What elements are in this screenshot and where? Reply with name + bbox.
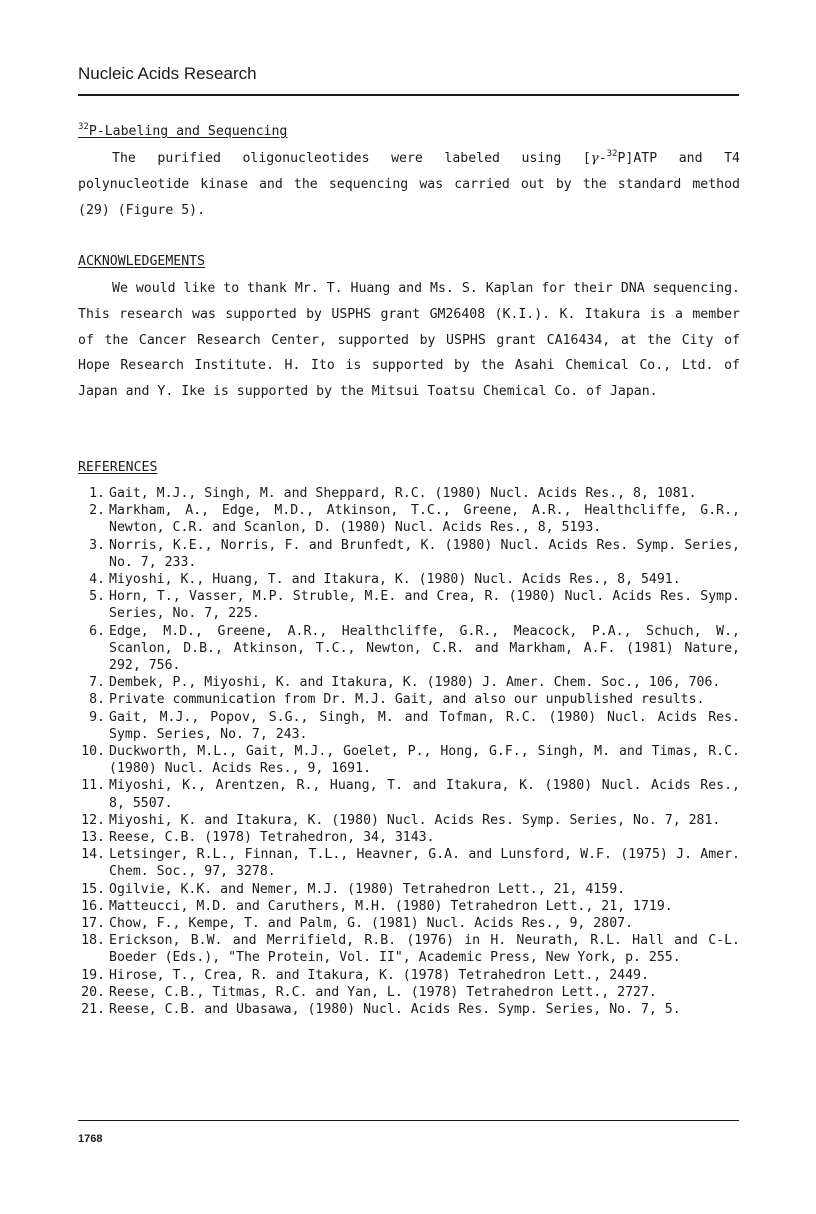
reference-number: 1. (89, 486, 105, 501)
atp-isotope-superscript: 32 (606, 149, 618, 159)
reference-item (78, 537, 740, 571)
reference-number: 12. (81, 812, 105, 828)
reference-number: 5. (89, 589, 105, 605)
reference-number: 15. (81, 881, 105, 897)
reference-text: Miyoshi, K., Arentzen, R., Huang, T. and Itakura, K. (1980) Nucl. Acids Res., 8, 5507. (109, 778, 740, 811)
reference-text: Markham, A., Edge, M.D., Atkinson, T.C., Greene, A.R., Healthcliffe, G.R., Newton, C.R. and Scanlon, D. (1980) Nucl. Acids Res., 8, 5193. (109, 503, 740, 536)
reference-item (78, 898, 740, 915)
reference-number: 13. (81, 830, 105, 846)
reference-text: Gait, M.J., Popov, S.G., Singh, M. and Tofman, R.C. (1980) Nucl. Acids Res. Symp. Series, No. 7, 243. (109, 709, 740, 742)
reference-item (78, 967, 740, 984)
reference-number: 10. (81, 744, 105, 760)
ack-paragraph (78, 276, 740, 405)
reference-text: Horn, T., Vasser, M.P. Struble, M.E. and Crea, R. (1980) Nucl. Acids Res. Symp. Series, No. 7, 225. (109, 589, 740, 622)
reference-item (78, 932, 740, 966)
reference-item (78, 571, 740, 588)
reference-text: Reese, C.B., Titmas, R.C. and Yan, L. (1978) Tetrahedron Lett., 2727. (109, 984, 657, 1000)
page-number: 1768 (78, 1133, 103, 1145)
reference-item (78, 485, 740, 502)
journal-title: Nucleic Acids Research (78, 64, 257, 83)
reference-item (78, 502, 740, 536)
labeling-paragraph (78, 146, 740, 223)
reference-number: 20. (81, 984, 105, 1000)
labeling-heading-text: P-Labeling and Sequencing (88, 124, 288, 139)
reference-number: 17. (81, 916, 105, 932)
reference-text: Erickson, B.W. and Merrifield, R.B. (1976) in H. Neurath, R.L. Hall and C-L. Boeder (Eds.), "The Protein, Vol. II", Academic Press, New York, p. 255. (109, 933, 740, 966)
footer-rule (78, 1120, 739, 1121)
reference-item (78, 674, 740, 691)
reference-text: Reese, C.B. (1978) Tetrahedron, 34, 3143. (109, 830, 435, 846)
reference-number: 18. (81, 933, 105, 949)
reference-number: 16. (81, 898, 105, 914)
reference-text: Gait, M.J., Singh, M. and Sheppard, R.C. (1980) Nucl. Acids Res., 8, 1081. (109, 486, 697, 501)
labeling-dash: - (598, 151, 607, 166)
reference-text: Hirose, T., Crea, R. and Itakura, K. (1978) Tetrahedron Lett., 2449. (109, 967, 649, 983)
reference-text: Letsinger, R.L., Finnan, T.L., Heavner, G.A. and Lunsford, W.F. (1975) J. Amer. Chem. Soc., 97, 3278. (109, 847, 740, 880)
reference-list (78, 485, 740, 1018)
header-rule (78, 94, 739, 96)
isotope-superscript: 32 (78, 122, 89, 132)
labeling-text-part1: The purified oligonucleotides were labeled using [ (112, 151, 591, 166)
reference-item (78, 881, 740, 898)
gamma-symbol: γ (590, 151, 599, 166)
reference-item (78, 691, 740, 708)
reference-item (78, 812, 740, 829)
reference-item (78, 846, 740, 880)
reference-item (78, 588, 740, 622)
reference-number: 19. (81, 967, 105, 983)
reference-number: 14. (81, 847, 105, 863)
reference-text: Duckworth, M.L., Gait, M.J., Goelet, P., Hong, G.F., Singh, M. and Timas, R.C. (1980) Nucl. Acids Res., 9, 1691. (109, 744, 740, 777)
reference-item (78, 623, 740, 675)
reference-text: Miyoshi, K., Huang, T. and Itakura, K. (1980) Nucl. Acids Res., 8, 5491. (109, 572, 681, 588)
reference-number: 9. (89, 709, 105, 725)
ack-text: We would like to thank Mr. T. Huang and Ms. S. Kaplan for their DNA sequencing. This research was supported by USPHS grant GM26408 (K.I.). K. Itakura is a member of the Cancer Research Center, supported by USPHS grant CA16434, at the City of Hope Research Institute. H. Ito is supported by the Asahi Chemical Co., Ltd. of Japan and Y. Ike is supported by the Mitsui Toatsu Chemical Co. of Japan. (78, 281, 740, 400)
references-heading: REFERENCES (78, 460, 158, 475)
labeling-text-part2: P]ATP and T4 polynucleotide kinase and the sequencing was carried out by the standard method (29) (Figure 5). (78, 151, 740, 218)
reference-item (78, 777, 740, 811)
reference-item (78, 829, 740, 846)
reference-item (78, 915, 740, 932)
reference-item (78, 1001, 740, 1018)
reference-number: 3. (89, 537, 105, 553)
reference-text: Norris, K.E., Norris, F. and Brunfedt, K. (1980) Nucl. Acids Res. Symp. Series, No. 7, 233. (109, 537, 740, 570)
reference-item (78, 709, 740, 743)
reference-number: 6. (89, 623, 105, 639)
reference-number: 11. (81, 778, 105, 794)
reference-text: Private communication from Dr. M.J. Gait, and also our unpublished results. (109, 692, 705, 708)
ack-section-heading: ACKNOWLEDGEMENTS (78, 254, 206, 269)
reference-number: 4. (89, 572, 105, 588)
reference-text: Miyoshi, K. and Itakura, K. (1980) Nucl. Acids Res. Symp. Series, No. 7, 281. (109, 812, 721, 828)
labeling-section-heading (78, 124, 287, 139)
reference-text: Ogilvie, K.K. and Nemer, M.J. (1980) Tetrahedron Lett., 21, 4159. (109, 881, 626, 897)
reference-number: 8. (89, 692, 105, 708)
reference-item (78, 743, 740, 777)
reference-text: Chow, F., Kempe, T. and Palm, G. (1981) Nucl. Acids Res., 9, 2807. (109, 916, 634, 932)
reference-text: Dembek, P., Miyoshi, K. and Itakura, K. (1980) J. Amer. Chem. Soc., 106, 706. (109, 675, 721, 691)
reference-number: 7. (89, 675, 105, 691)
reference-item (78, 984, 740, 1001)
reference-number: 2. (89, 503, 105, 519)
reference-text: Matteucci, M.D. and Caruthers, M.H. (1980) Tetrahedron Lett., 21, 1719. (109, 898, 673, 914)
reference-text: Edge, M.D., Greene, A.R., Healthcliffe, G.R., Meacock, P.A., Schuch, W., Scanlon, D.B., Atkinson, T.C., Newton, C.R. and Markham, A.F. (1981) Nature, 292, 756. (109, 623, 740, 674)
reference-text: Reese, C.B. and Ubasawa, (1980) Nucl. Acids Res. Symp. Series, No. 7, 5. (109, 1002, 681, 1018)
reference-number: 21. (81, 1002, 105, 1018)
